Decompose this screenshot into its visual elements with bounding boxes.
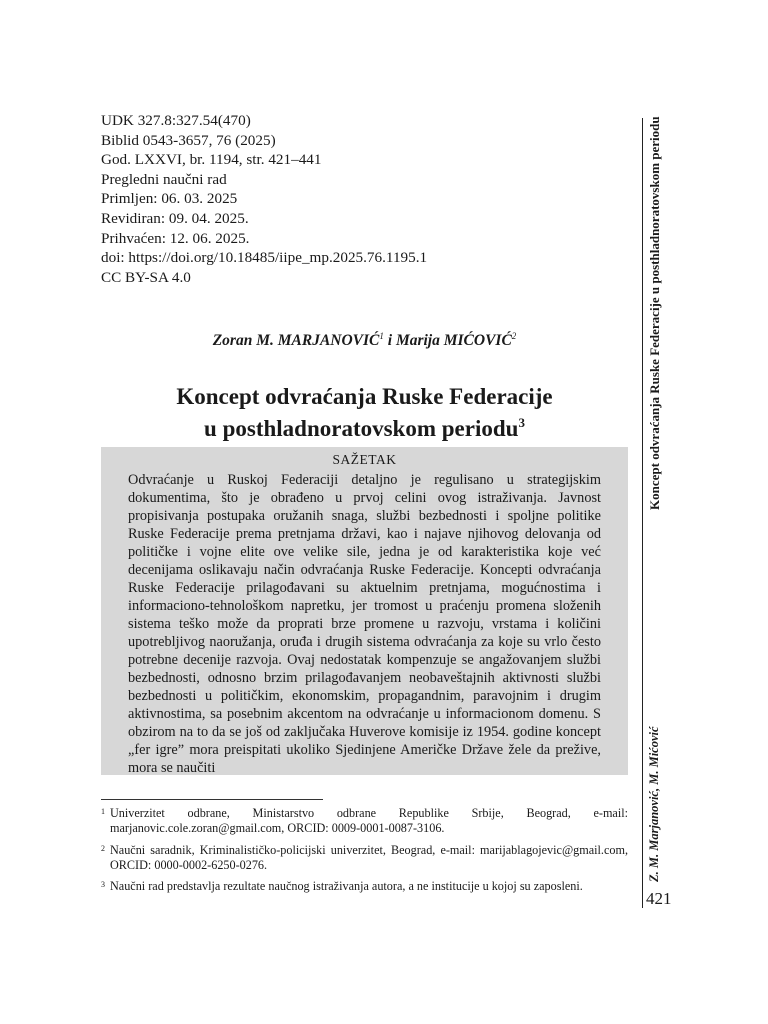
- running-authors-text: Z. M. Marjanović, M. Mićović: [647, 726, 661, 882]
- footnote-2: [101, 843, 628, 874]
- meta-doi[interactable]: doi: https://doi.org/10.18485/iipe_mp.2025.76.1195.1: [101, 249, 428, 267]
- meta-article-type: Pregledni naučni rad: [101, 170, 227, 188]
- footnotes: [101, 806, 628, 900]
- meta-license: CC BY-SA 4.0: [101, 268, 191, 286]
- footnote-2-text: Naučni saradnik, Kriminalističko-policijski univerzitet, Beograd, e-mail: marijablagojevic@gmail.com, ORCID: 0000-0002-6250-0276.: [110, 842, 628, 872]
- abstract-text: Odvraćanje u Ruskoj Federaciji detaljno je regulisano u strategijskim dokumentima, što je obrađeno u prvoj celini ovog istraživanja. Javnost propisivanja postupaka oružanih snaga, službi bezbednosti i spoljne politike Ruske Federacije prema pretnjama državi, kao i najave njihovog delovanja od političke i vojne elite ove velike sile, jedna je od karakteristika koje već decenijama oslikavaju način odvraćanja Ruske Federacije. Koncepti odvraćanja Ruske Federacije prilagođavani su aktuelnim pretnjama, mogućnostima i informaciono-tehnološkom napretku, jer tromost u praćenju promena složenih sistema teško može da proprati brze promene u razvoju, vrstama i količini upotrebljivog naoružanja, oruđa i drugih sistema odvraćanja za koje su vrlo često potrebne decenije razvoja. Ovaj nedostatak kompenzuje se angažovanjem službi bezbednosti, odnosno brzim prilagođavanjem neobaveštajnih aktivnosti službi bezbednosti u političkim, ekonomskim, propagandnim, paravojnim i drugim aktivnostima, sa posebnim akcentom na odvraćanje u informacionom domenu. S obzirom na to da se još od zaključaka Huverove komisije iz 1954. godine koncept „fer igre” mora preispitati ukoliko Sjedinjene Američke Države žele da prežive, mora se naučiti: [128, 472, 601, 775]
- author-connector: i: [383, 332, 396, 349]
- author-1: Zoran M. MARJANOVIĆ: [212, 332, 380, 349]
- title-footnote-ref[interactable]: 3: [518, 415, 525, 430]
- article-metadata: [101, 111, 427, 287]
- page-number: 421: [646, 889, 672, 908]
- abstract-box: [101, 447, 628, 775]
- running-title-text: Koncept odvraćanja Ruske Federacije u posthladnoratovskom periodu: [647, 116, 662, 510]
- footnote-1-text: Univerzitet odbrane, Ministarstvo odbrane Republike Srbije, Beograd, e-mail: marjanovic.cole.zoran@gmail.com, ORCID: 0009-0001-0087-3106.: [110, 806, 628, 836]
- footnote-1: [101, 806, 628, 837]
- meta-udk: UDK 327.8:327.54(470): [101, 112, 251, 129]
- author-2: Marija MIĆOVIĆ: [395, 332, 512, 349]
- meta-received: Primljen: 06. 03. 2025: [101, 190, 238, 208]
- meta-revised: Revidiran: 09. 04. 2025.: [101, 209, 249, 227]
- meta-accepted: Prihvaćen: 12. 06. 2025.: [101, 229, 250, 247]
- title-line-1: Koncept odvraćanja Ruske Federacije: [176, 384, 553, 409]
- running-title: [645, 118, 665, 518]
- margin-rule: [642, 118, 643, 908]
- author-1-footnote-ref[interactable]: 1: [379, 331, 384, 341]
- footnote-2-number: 2: [101, 843, 105, 853]
- footnote-divider: [101, 799, 323, 800]
- footnote-3-number: 3: [101, 880, 105, 890]
- author-2-footnote-ref[interactable]: 2: [511, 331, 517, 341]
- abstract-heading: SAŽETAK: [332, 452, 397, 467]
- footnote-3: [101, 879, 628, 894]
- footnote-1-number: 1: [101, 807, 105, 816]
- title-line-2: u posthladnoratovskom periodu$^3$: [204, 415, 525, 441]
- meta-biblid: Biblid 0543-3657, 76 (2025): [101, 131, 276, 149]
- article-title: [101, 384, 628, 442]
- meta-volume: God. LXXVI, br. 1194, str. 421–441: [101, 151, 322, 169]
- footnote-3-text: Naučni rad predstavlja rezultate naučnog istraživanja autora, a ne institucije u kojoj su zaposleni.: [110, 879, 583, 894]
- author-line: [101, 331, 628, 350]
